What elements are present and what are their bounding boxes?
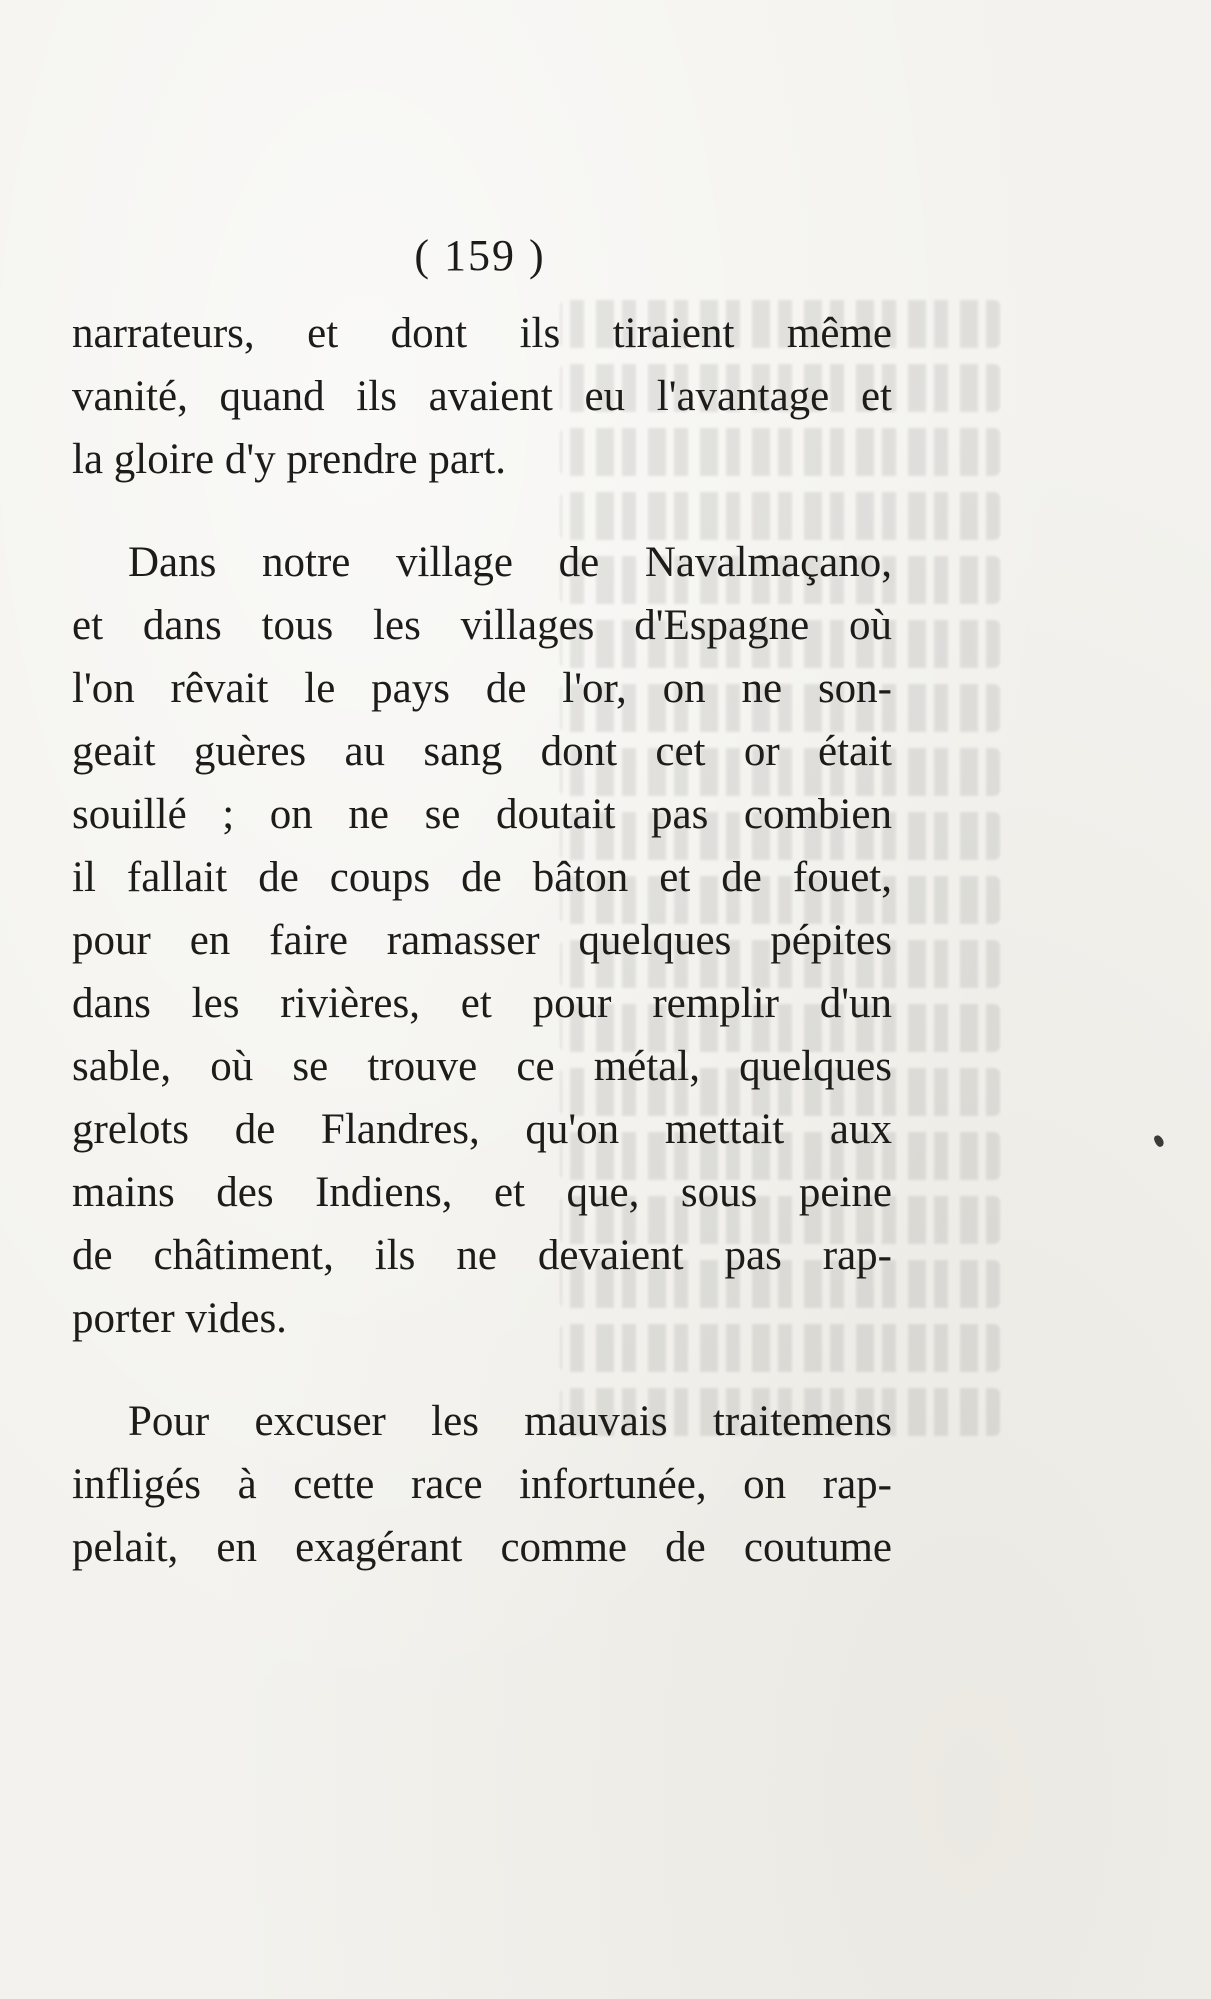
text-line: vanité, quand ils avaient eu l'avantage et — [72, 373, 892, 420]
text-line: Dans notre village de Navalmaçano, — [128, 539, 892, 586]
text-line: porter vides. — [72, 1295, 287, 1342]
text-line: pour en faire ramasser quelques pépites — [72, 917, 892, 964]
text-line: l'on rêvait le pays de l'or, on ne son- — [72, 665, 892, 712]
text-line: souillé ; on ne se doutait pas combien — [72, 791, 892, 838]
text-line: mains des Indiens, et que, sous peine — [72, 1169, 892, 1216]
text-line: geait guères au sang dont cet or était — [72, 728, 892, 775]
ink-speck — [1153, 1134, 1165, 1148]
text-line: infligés à cette race infortunée, on rap- — [72, 1461, 892, 1508]
text-line: de châtiment, ils ne devaient pas rap- — [72, 1232, 892, 1279]
paragraph — [72, 531, 892, 1350]
text-line: narrateurs, et dont ils tiraient même — [72, 310, 892, 357]
text-line: pelait, en exagérant comme de coutume — [72, 1524, 892, 1571]
text-line: sable, où se trouve ce métal, quelques — [72, 1043, 892, 1090]
body-text — [72, 302, 892, 1579]
text-line: Pour excuser les mauvais traitemens — [128, 1398, 892, 1445]
page-number-header: ( 159 ) — [414, 231, 546, 280]
text-line: la gloire d'y prendre part. — [72, 436, 506, 483]
paragraph — [72, 1390, 892, 1579]
text-line: et dans tous les villages d'Espagne où — [72, 602, 892, 649]
paragraph — [72, 302, 892, 491]
text-line: il fallait de coups de bâton et de fouet, — [72, 854, 892, 901]
text-line: grelots de Flandres, qu'on mettait aux — [72, 1106, 892, 1153]
text-line: dans les rivières, et pour remplir d'un — [72, 980, 892, 1027]
